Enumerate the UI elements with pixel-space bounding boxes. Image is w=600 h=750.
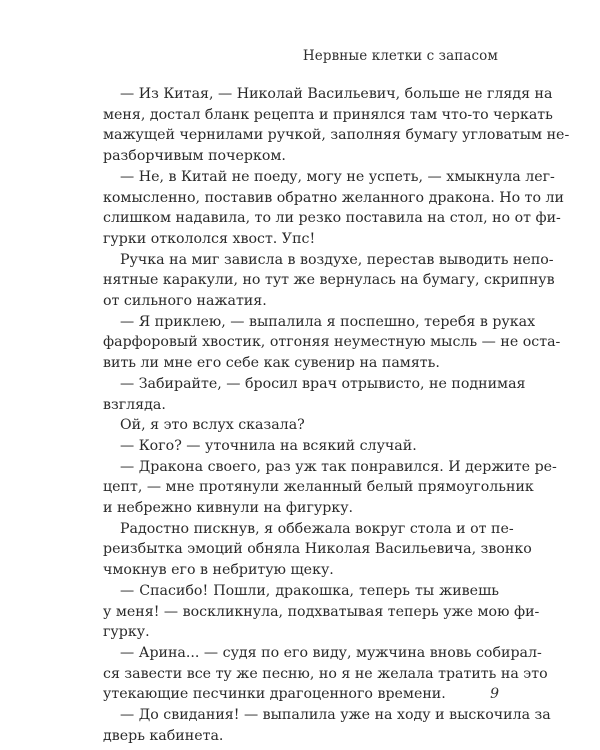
body-text (103, 84, 570, 747)
text-line: — Из Китая, — Николай Васильевич, больше не глядя на (120, 86, 553, 102)
text-line: — Арина... — судя по его виду, мужчина вновь собирал- (120, 644, 542, 661)
paragraph (103, 705, 551, 746)
paragraph (103, 250, 555, 312)
text-line: Ой, я это вслух сказала? (120, 417, 305, 434)
text-line: цепт, — мне протянули желанный белый прямоугольник (103, 479, 534, 496)
text-line: ся завести все ту же песню, но я не желала тратить на это (103, 665, 548, 682)
text-line: гурку. (103, 624, 150, 641)
page-number: 9 (490, 686, 499, 702)
paragraph (103, 84, 570, 167)
text-line: нятные каракули, но тут же вернулась на бумагу, скрипнув (103, 272, 555, 289)
paragraph (103, 374, 526, 415)
text-line: комысленно, поставив обратно желанного дракона. Но то ли (103, 189, 565, 206)
text-line: от сильного нажатия. (103, 293, 267, 310)
running-title: Нервные клетки с запасом (302, 48, 498, 64)
text-line: реизбытка эмоций обняла Николая Васильевича, звонко (103, 541, 532, 558)
text-line: утекающие песчинки драгоценного времени. (103, 686, 446, 703)
text-line: — Забирайте, — бросил врач отрывисто, не поднимая (120, 375, 526, 392)
text-line: чмокнув его в небритую щеку. (103, 562, 334, 579)
text-line: мажущей чернилами ручкой, заполняя бумагу угловатым не- (103, 127, 570, 144)
text-line: Ручка на миг зависла в воздухе, перестав выводить непо- (120, 251, 554, 268)
text-line: — Дракона своего, раз уж так понравился. И держите ре- (120, 458, 557, 475)
paragraph (103, 312, 561, 374)
paragraph (103, 643, 548, 705)
text-line: — Не, в Китай не поеду, могу не успеть, — хмыкнула лег- (120, 168, 555, 185)
text-line: — Спасибо! Пошли, дракошка, теперь ты живешь (120, 582, 499, 599)
text-line: вить ли мне его себе как сувенир на память. (103, 355, 440, 372)
text-line: и небрежно кивнули на фигурку. (103, 500, 354, 517)
text-line: слишком надавила, то ли резко поставила на стол, но от фи- (103, 210, 561, 227)
paragraph (103, 519, 532, 581)
text-line: у меня! — воскликнула, подхватывая теперь уже мою фи- (103, 603, 540, 620)
text-line: разборчивым почерком. (103, 148, 286, 165)
text-line: — Я приклею, — выпалила я поспешно, теребя в руках (120, 313, 536, 330)
text-line: фарфоровый хвостик, отгоняя неуместную мысль — не оста- (103, 334, 561, 351)
text-line: — Кого? — уточнила на всякий случай. (120, 437, 417, 454)
text-line: дверь кабинета. (103, 727, 224, 744)
text-line: взгляда. (103, 396, 166, 413)
paragraph (103, 167, 565, 250)
text-line: гурки откололся хвост. Упс! (103, 230, 316, 247)
paragraph (103, 457, 557, 519)
paragraph (103, 415, 499, 436)
text-line: — До свидания! — выпалила уже на ходу и выскочила за (120, 707, 551, 724)
text-line: Радостно пискнув, я оббежала вокруг стола и от пе- (120, 520, 514, 537)
text-line: меня, достал бланк рецепта и принялся там что-то черкать (103, 106, 553, 123)
paragraph (103, 581, 540, 643)
paragraph (103, 436, 499, 457)
